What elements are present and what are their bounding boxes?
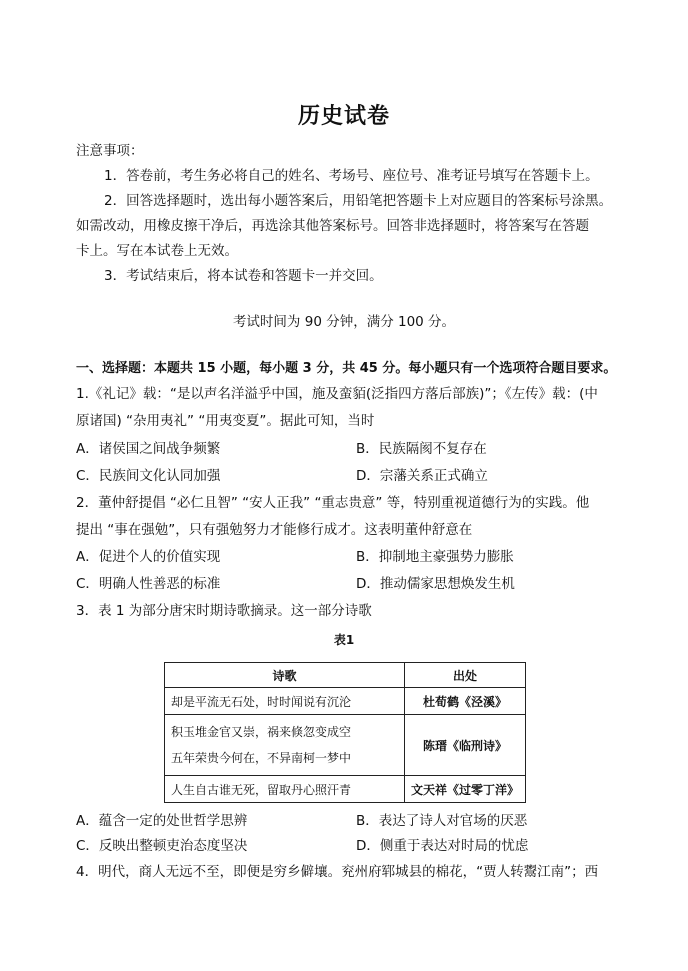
- question-1-stem-line-1: 1.《礼记》载：“是以声名洋溢乎中国，施及蛮貊(泛指四方落后部族)”；《左传》载：(中: [76, 386, 598, 402]
- question-2-option-d: D．推动儒家思想焕发生机: [356, 576, 515, 592]
- page-title: 历史试卷: [297, 104, 390, 129]
- question-2-option-c: C．明确人性善恶的标准: [76, 576, 221, 592]
- table-header-source: 出处: [405, 663, 526, 688]
- table-cell-poem: 却是平流无石处，时时闻说有沉沦: [165, 688, 405, 715]
- question-3-option-a: A．蕴含一定的处世哲学思辨: [76, 813, 248, 829]
- notice-heading: 注意事项：: [76, 143, 144, 159]
- question-1-stem-line-2: 原诸国) “杂用夷礼” “用夷变夏”。据此可知，当时: [76, 413, 375, 429]
- table-cell-source: 杜荀鹤《泾溪》: [405, 688, 526, 715]
- notice-item-1: 1．答卷前，考生务必将自己的姓名、考场号、座位号、准考证号填写在答题卡上。: [104, 168, 599, 184]
- table-cell-source: 文天祥《过零丁洋》: [405, 776, 526, 803]
- table-cell-poem: 人生自古谁无死，留取丹心照汗青: [165, 776, 405, 803]
- table-cell-poem: [165, 715, 405, 776]
- question-4-stem-line-1: 4．明代，商人无远不至，即便是穷乡僻壤。兖州府郓城县的棉花，“贾人转鬻江南”；西: [76, 864, 599, 880]
- table-caption: 表1: [333, 633, 355, 647]
- table-header-poem: 诗歌: [165, 663, 405, 688]
- question-3-option-d: D．侧重于表达对时局的忧虑: [356, 838, 529, 854]
- table-row: [165, 776, 526, 803]
- question-1-option-c: C．民族间文化认同加强: [76, 468, 221, 484]
- notice-item-2-line-2: 如需改动，用橡皮擦干净后，再选涂其他答案标号。回答非选择题时，将答案写在答题: [76, 218, 589, 234]
- table-cell-source: 陈瑨《临刑诗》: [405, 715, 526, 776]
- poem-line: 积玉堆金官又崇，祸来倏忽变成空: [171, 725, 352, 739]
- question-2-option-b: B．抑制地主豪强势力膨胀: [356, 549, 514, 565]
- question-1-option-a: A．诸侯国之间战争频繁: [76, 441, 221, 457]
- notice-item-2-line-3: 卡上。写在本试卷上无效。: [76, 243, 238, 259]
- notice-item-2-line-1: 2．回答选择题时，选出每小题答案后，用铅笔把答题卡上对应题目的答案标号涂黑。: [104, 193, 613, 209]
- question-3-stem: 3．表 1 为部分唐宋时期诗歌摘录。这一部分诗歌: [76, 603, 372, 619]
- question-3-option-c: C．反映出整顿吏治态度坚决: [76, 838, 248, 854]
- table-row: [165, 715, 526, 776]
- table-row: [165, 688, 526, 715]
- notice-item-3: 3．考试结束后，将本试卷和答题卡一并交回。: [104, 268, 383, 284]
- table-header-row: [165, 663, 526, 688]
- question-2-stem-line-2: 提出 “事在强勉”，只有强勉努力才能修行成才。这表明董仲舒意在: [76, 522, 473, 538]
- question-2-stem-line-1: 2．董仲舒提倡 “必仁且智” “安人正我” “重志贵意” 等，特别重视道德行为的实践。他: [76, 495, 590, 511]
- poem-line: 五年荣贵今何在，不异南柯一梦中: [171, 751, 352, 765]
- exam-info: 考试时间为 90 分钟，满分 100 分。: [232, 314, 456, 330]
- poem-table: [164, 662, 526, 803]
- section-1-header: 一、选择题：本题共 15 小题，每小题 3 分，共 45 分。每小题只有一个选项符合题目要求。: [76, 361, 617, 376]
- question-2-option-a: A．促进个人的价值实现: [76, 549, 221, 565]
- question-3-option-b: B．表达了诗人对官场的厌恶: [356, 813, 528, 829]
- question-1-option-b: B．民族隔阂不复存在: [356, 441, 487, 457]
- question-1-option-d: D．宗藩关系正式确立: [356, 468, 488, 484]
